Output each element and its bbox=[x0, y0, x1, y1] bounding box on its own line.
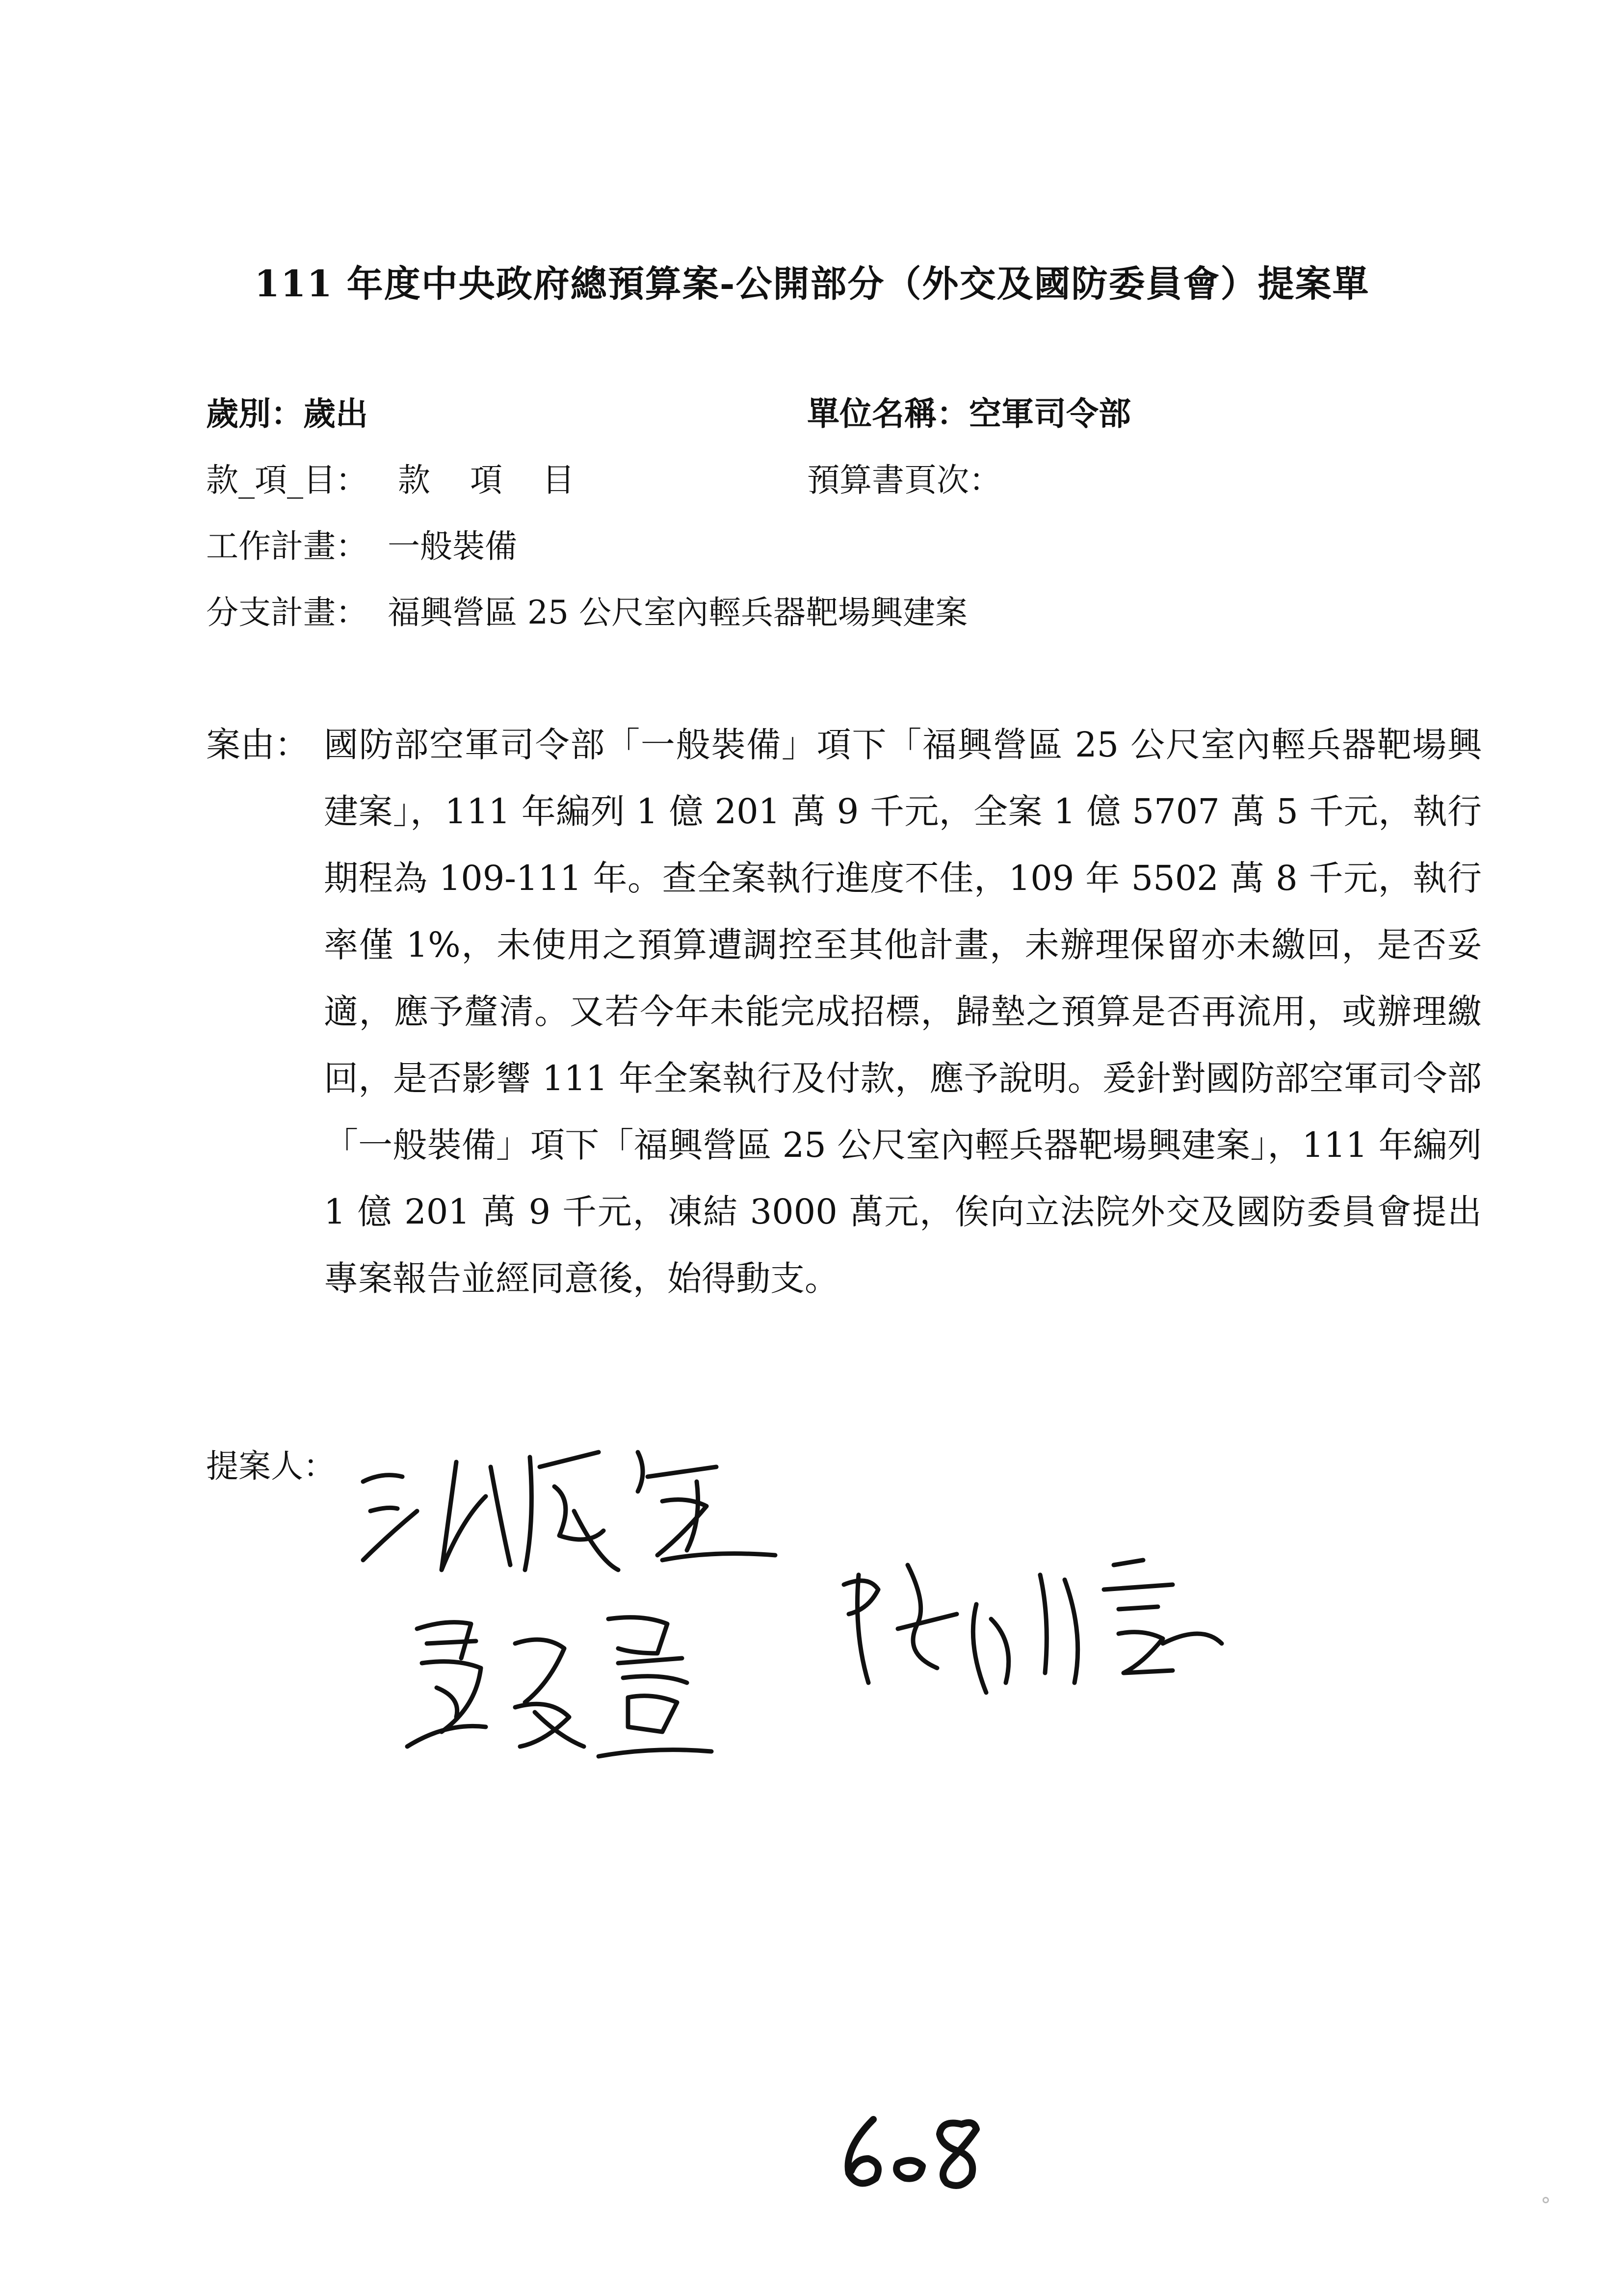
page-number-drawing bbox=[829, 2105, 991, 2198]
kuan-field bbox=[206, 454, 604, 500]
signature-2 bbox=[829, 1545, 1246, 1702]
work-plan-field bbox=[206, 520, 517, 567]
sub-plan-value: 福興營區 25 公尺室內輕兵器靶場興建案 bbox=[388, 594, 968, 631]
signature-1 bbox=[343, 1423, 810, 1585]
kuan-items bbox=[398, 461, 604, 499]
sub-plan-label: 分支計畫： bbox=[206, 594, 368, 631]
mu-item: 目 bbox=[542, 461, 575, 499]
document-title: 111 年度中央政府總預算案-公開部分（外交及國防委員會）提案單 bbox=[254, 263, 1370, 305]
work-plan-value: 一般裝備 bbox=[388, 527, 517, 565]
page-ref-field bbox=[807, 454, 1001, 500]
kuan-item: 款 bbox=[397, 461, 430, 499]
page-ref-label: 預算書頁次： bbox=[807, 461, 1001, 499]
unit-field bbox=[807, 388, 1131, 434]
category-field bbox=[206, 388, 368, 434]
proposer-label: 提案人： bbox=[206, 1447, 336, 1485]
category-value: 歲出 bbox=[303, 394, 368, 433]
xiang-item: 項 bbox=[470, 461, 502, 499]
scan-mark: ° bbox=[1541, 2193, 1551, 2217]
reason-text: 國防部空軍司令部「一般裝備」項下「福興營區 25 公尺室內輕兵器靶場興建案」，111 年編列 1 億 201 萬 9 千元，全案 1 億 5707 萬 5 千元，執行期程為 109-111 年。查全案執行進度不佳，109 年 5502 萬 8 千元，執行率僅 1%，未使用之預算遭調控至其他計畫，未辦理保留亦未繳回，是否妥適，應予釐清。又若今年未能完成招標，歸墊之預算是否再流用，或辦理繳回，是否影響 111 年全案執行及付款，應予說明。爰針對國防部空軍司令部「一般裝備」項下「福興營區 25 公尺室內輕兵器靶場興建案」，111 年編列 1 億 201 萬 9 千元，凍結 3000 萬元，俟向立法院外交及國防委員會提出專案報告並經同意後，始得動支。 bbox=[324, 725, 1482, 1299]
unit-value: 空軍司令部 bbox=[969, 394, 1131, 433]
unit-label: 單位名稱： bbox=[807, 394, 969, 433]
signature-3 bbox=[388, 1599, 731, 1776]
category-label: 歲別： bbox=[206, 394, 303, 433]
work-plan-label: 工作計畫： bbox=[206, 527, 368, 565]
sub-plan-field bbox=[206, 586, 968, 633]
reason-label: 案由： bbox=[206, 725, 309, 765]
kuan-label: 款_項_目： bbox=[206, 461, 368, 499]
reason-section bbox=[206, 711, 1482, 1312]
page-number bbox=[829, 2105, 991, 2200]
